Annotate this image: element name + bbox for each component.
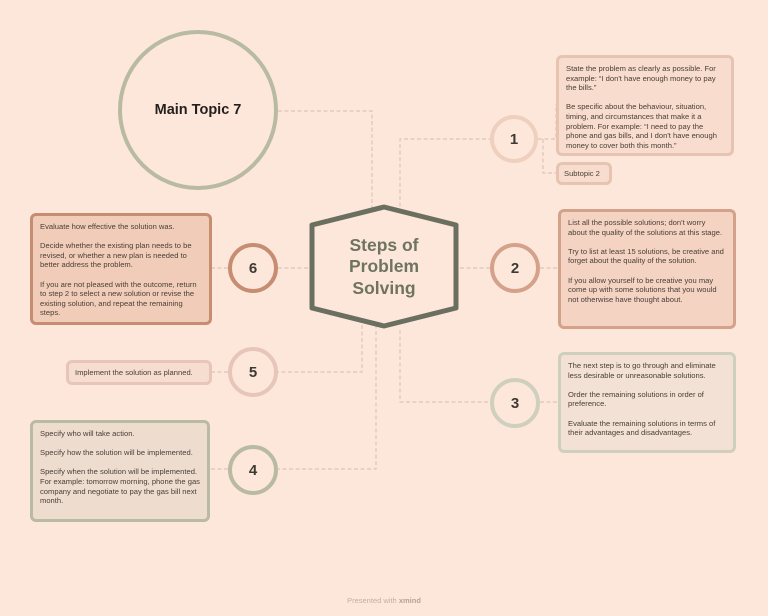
footer-prefix: Presented with [347,596,397,605]
xmind-brand[interactable]: xmind [398,596,421,605]
step-2-description[interactable] [558,209,736,329]
step-3-paragraph: Order the remaining solutions in order of preference. [568,389,704,409]
connector-step-5 [278,325,362,372]
step-1-paragraph: Be specific about the behaviour, situation, timing, and circumstances that make it a problem. For example: “I need to pay the phone and gas bills, and I don't have enough money to cover both this month.” [566,102,717,150]
step-6-node[interactable]: 6 [228,243,278,293]
step-4-node[interactable]: 4 [228,445,278,495]
subtopic-2-label: Subtopic 2 [564,169,600,178]
connector-step-3 [400,330,490,402]
step-2-node[interactable]: 2 [490,243,540,293]
connector-step-1-box [538,104,556,139]
main-topic-label: Main Topic 7 [154,102,242,118]
step-5-paragraph: Implement the solution as planned. [75,368,193,377]
step-3-paragraph: The next step is to go through and eliminate less desirable or unreasonable solutions. [568,361,716,380]
connector-main-topic [278,111,372,213]
step-3-node[interactable]: 3 [490,378,540,428]
step-4-description[interactable] [30,420,210,522]
step-3-description[interactable] [558,352,736,453]
footer-credit [0,596,768,605]
step-2-paragraph: Try to list at least 15 solutions, be creative and forget about the quality of the solution. [568,246,724,266]
step-6-paragraph: Decide whether the existing plan needs to be revised, or whether a new plan is needed to better address the problem. [40,241,192,270]
central-topic-label: Steps of Problem Solving [348,234,420,298]
step-5-node[interactable]: 5 [228,347,278,397]
connector-step-1 [400,139,490,213]
connector-step-1-subtopic [543,139,556,173]
step-1-paragraph: State the problem as clearly as possible. For example: “I don't have enough money to pay the bills.” [566,64,716,93]
subtopic-2[interactable] [556,162,612,185]
step-6-description[interactable] [30,213,212,325]
step-6-paragraph: If you are not pleased with the outcome, return to step 2 to select a new solution or revise the existing solution, and repeat the remaining steps. [40,279,197,318]
step-4-paragraph: Specify who will take action. [40,429,135,438]
connector-step-4 [278,318,376,469]
step-6-paragraph: Evaluate how effective the solution was. [40,222,175,231]
step-3-paragraph: Evaluate the remaining solutions in terms of their advantages and disadvantages. [568,418,716,438]
step-4-paragraph: Specify how the solution will be implemented. [40,448,193,458]
step-1-node[interactable]: 1 [490,115,538,163]
step-1-description[interactable] [556,55,734,156]
step-2-paragraph: List all the possible solutions; don't worry about the quality of the solutions at this stage. [568,218,723,237]
step-4-paragraph: Specify when the solution will be implemented. For example: tomorrow morning, phone the gas company and negotiate to pay the gas bill next month. [40,467,200,506]
step-2-paragraph: If you allow yourself to be creative you may come up with some solutions that you would not otherwise have thought about. [568,275,717,304]
step-5-description[interactable] [66,360,212,385]
main-topic-7[interactable] [118,30,278,190]
